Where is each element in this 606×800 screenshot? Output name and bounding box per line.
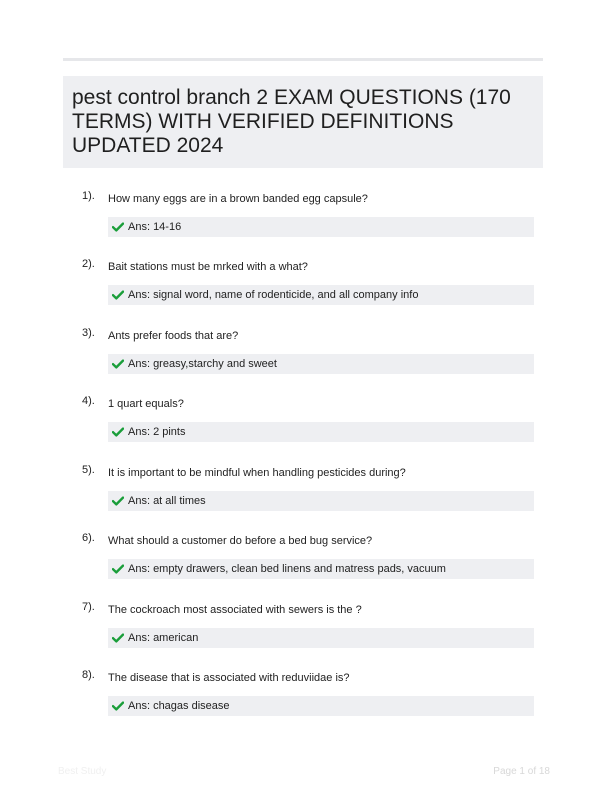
question-number: 2).	[82, 258, 95, 270]
page-title: pest control branch 2 EXAM QUESTIONS (170 TERMS) WITH VERIFIED DEFINITIONS UPDATED 2024	[72, 86, 511, 157]
answer-box	[108, 422, 534, 442]
question-text: How many eggs are in a brown banded egg capsule?	[108, 193, 368, 205]
checkmark-icon	[112, 222, 124, 232]
question-item	[0, 464, 606, 532]
answer-text: Ans: at all times	[128, 495, 206, 507]
top-divider	[63, 58, 543, 61]
answer-box	[108, 559, 534, 579]
checkmark-icon	[112, 633, 124, 643]
title-banner	[63, 76, 543, 168]
question-item	[0, 601, 606, 669]
answer-box	[108, 285, 534, 305]
question-number: 5).	[82, 464, 95, 476]
question-text: 1 quart equals?	[108, 398, 184, 410]
question-number: 6).	[82, 532, 95, 544]
question-number: 7).	[82, 601, 95, 613]
question-text: It is important to be mindful when handling pesticides during?	[108, 467, 406, 479]
checkmark-icon	[112, 359, 124, 369]
answer-text: Ans: greasy,starchy and sweet	[128, 358, 277, 370]
question-text: The cockroach most associated with sewers is the ?	[108, 604, 362, 616]
checkmark-icon	[112, 290, 124, 300]
checkmark-icon	[112, 564, 124, 574]
footer-watermark: Best Study	[58, 766, 107, 777]
question-number: 1).	[82, 190, 95, 202]
question-number: 8).	[82, 669, 95, 681]
question-item	[0, 669, 606, 737]
question-item	[0, 258, 606, 326]
answer-box	[108, 696, 534, 716]
checkmark-icon	[112, 496, 124, 506]
checkmark-icon	[112, 427, 124, 437]
answer-box	[108, 628, 534, 648]
question-text: The disease that is associated with reduviidae is?	[108, 672, 350, 684]
checkmark-icon	[112, 701, 124, 711]
answer-text: Ans: 2 pints	[128, 426, 186, 438]
answer-text: Ans: 14-16	[128, 221, 182, 233]
question-number: 4).	[82, 395, 95, 407]
answer-box	[108, 491, 534, 511]
question-text: Ants prefer foods that are?	[108, 330, 239, 342]
answer-text: Ans: chagas disease	[128, 700, 230, 712]
question-text: What should a customer do before a bed bug service?	[108, 535, 373, 547]
question-item	[0, 190, 606, 258]
answer-box	[108, 354, 534, 374]
answer-text: Ans: empty drawers, clean bed linens and matress pads, vacuum	[128, 563, 446, 575]
answer-box	[108, 217, 534, 237]
answer-text: Ans: signal word, name of rodenticide, and all company info	[128, 289, 419, 301]
question-text: Bait stations must be mrked with a what?	[108, 261, 308, 273]
question-item	[0, 532, 606, 600]
question-number: 3).	[82, 327, 95, 339]
question-item	[0, 327, 606, 395]
answer-text: Ans: american	[128, 632, 199, 644]
page-number: Page 1 of 18	[493, 766, 550, 777]
question-item	[0, 395, 606, 463]
